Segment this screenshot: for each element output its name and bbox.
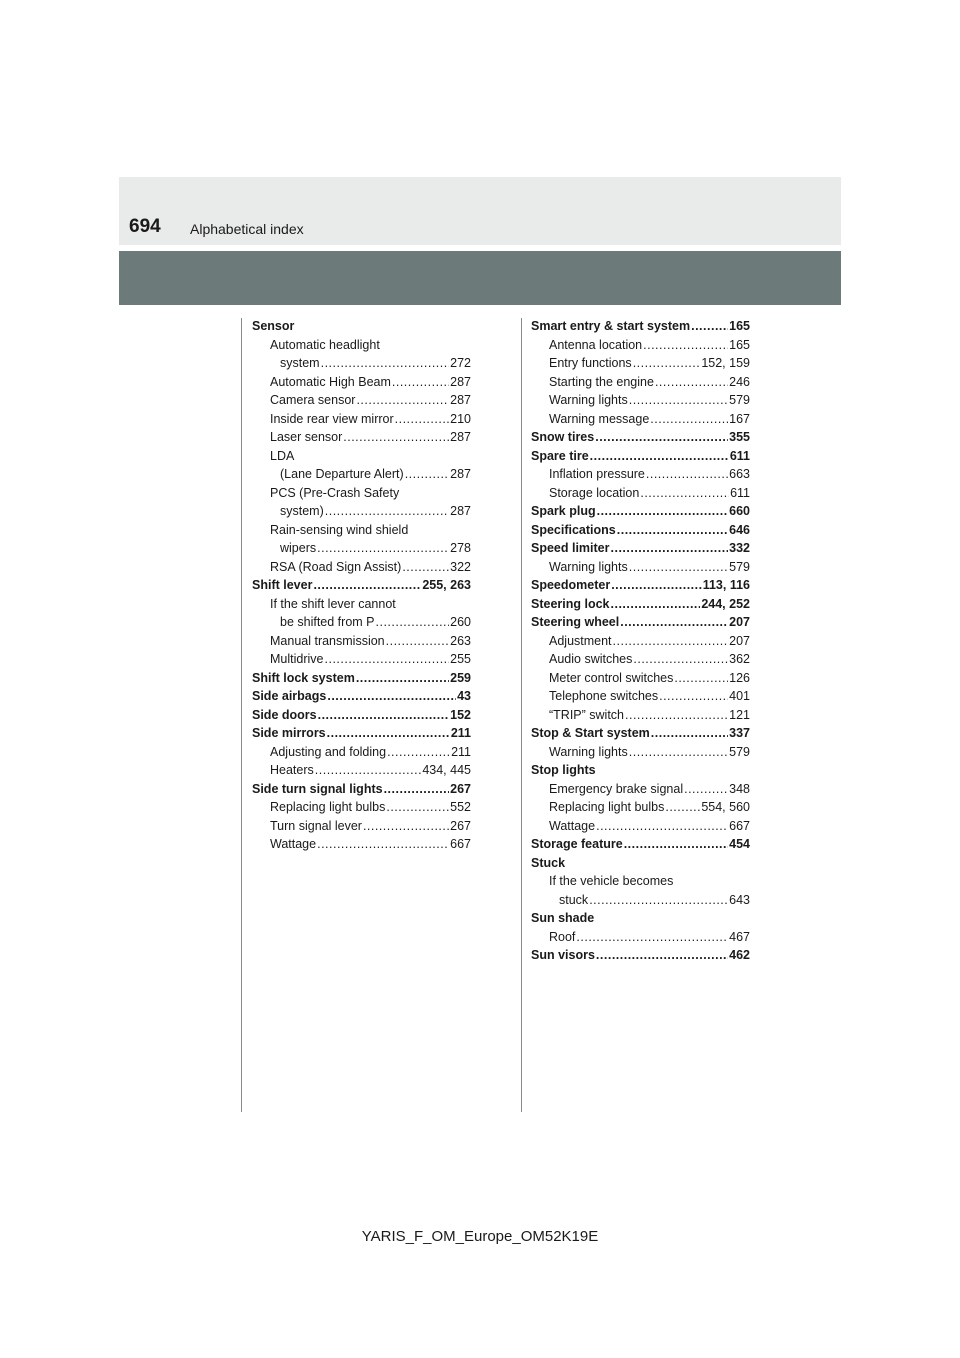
index-entry-pages: 337 [729, 726, 750, 740]
index-entry [252, 447, 471, 466]
index-entry-label: Speed limiter [531, 541, 610, 555]
dot-leader [327, 687, 456, 706]
index-entry [531, 354, 750, 373]
left-column-rule [241, 318, 242, 1112]
index-entry-pages: 462 [729, 948, 750, 962]
index-entry [252, 558, 471, 577]
index-entry-label: Automatic headlight [270, 337, 380, 352]
index-entry-pages: 332 [729, 541, 750, 555]
index-entry [252, 835, 471, 854]
dot-leader [392, 373, 449, 392]
dot-leader [590, 447, 729, 466]
index-entry-label: Speedometer [531, 578, 611, 592]
index-entry-label: Rain-sensing wind shield [270, 522, 409, 537]
index-entry-pages: 287 [450, 430, 471, 444]
dot-leader [363, 817, 449, 836]
index-entry [252, 521, 471, 540]
index-entry-pages: 663 [729, 467, 750, 481]
dot-leader [665, 798, 700, 817]
dot-leader [650, 410, 728, 429]
index-entry-pages: 260 [450, 615, 471, 629]
index-entry-label: stuck [559, 892, 589, 907]
index-entry [252, 650, 471, 669]
index-entry-label: Replacing light bulbs [549, 800, 665, 814]
dot-leader [356, 669, 449, 688]
index-entry [531, 650, 750, 669]
dot-leader [576, 928, 728, 947]
index-entry-label: Roof [549, 929, 576, 944]
dot-leader [317, 539, 449, 558]
index-entry [531, 539, 750, 558]
index-entry [531, 336, 750, 355]
index-entry-pages: 646 [729, 522, 750, 537]
index-entry-pages: 165 [729, 337, 750, 352]
index-entry [531, 317, 750, 336]
index-entry-pages: 165 [729, 319, 750, 333]
index-entry-pages: 322 [450, 559, 471, 574]
index-entry-label: Adjusting and folding [270, 744, 387, 759]
index-entry [252, 484, 471, 503]
index-entry [252, 576, 471, 595]
index-entry-pages: 579 [729, 393, 750, 407]
dot-leader [655, 373, 728, 392]
index-entry-pages: 126 [729, 670, 750, 685]
dot-leader [629, 558, 728, 577]
dot-leader [317, 835, 449, 854]
index-entry-label: system [280, 356, 320, 370]
index-entry [531, 928, 750, 947]
dot-leader [674, 669, 728, 688]
index-entry [531, 761, 750, 780]
dot-leader [356, 391, 449, 410]
index-entry-pages: 401 [729, 689, 750, 703]
index-column-left [252, 317, 471, 854]
index-entry-label: Stop lights [531, 763, 596, 777]
dot-leader [589, 891, 728, 910]
dot-leader [646, 465, 728, 484]
index-entry-pages: 362 [729, 652, 750, 666]
index-entry [252, 539, 471, 558]
dot-leader [684, 780, 728, 799]
dot-leader [386, 632, 450, 651]
index-entry [252, 336, 471, 355]
index-entry-label: Camera sensor [270, 393, 356, 407]
index-entry-label: Side turn signal lights [252, 781, 383, 796]
index-entry-label: Shift lock system [252, 670, 355, 685]
dot-leader [633, 354, 701, 373]
dot-leader [633, 650, 728, 669]
index-entry-label: Audio switches [549, 652, 633, 666]
index-entry-label: Sun visors [531, 948, 595, 962]
dot-leader [596, 946, 728, 965]
index-entry-label: Specifications [531, 522, 616, 537]
index-entry-label: Replacing light bulbs [270, 800, 386, 814]
index-entry-pages: 667 [450, 837, 471, 851]
dot-leader [402, 558, 449, 577]
dot-leader [595, 428, 728, 447]
index-entry [252, 632, 471, 651]
index-entry-pages: 259 [450, 670, 471, 685]
index-entry-pages: 267 [450, 818, 471, 833]
dot-leader [327, 724, 450, 743]
index-entry-label: Shift lever [252, 578, 313, 592]
dot-leader [315, 761, 422, 780]
index-entry [531, 632, 750, 651]
index-entry-label: Meter control switches [549, 670, 674, 685]
dot-leader [321, 354, 450, 373]
index-entry-pages: 113, 116 [702, 578, 750, 592]
index-entry-label: Adjustment [549, 633, 612, 648]
index-entry [531, 817, 750, 836]
dot-leader [659, 687, 728, 706]
index-entry [252, 391, 471, 410]
index-entry-label: If the vehicle becomes [549, 874, 674, 888]
index-entry-pages: 552 [450, 800, 471, 814]
index-entry [531, 706, 750, 725]
index-entry-label: Emergency brake signal [549, 781, 684, 796]
dot-leader [651, 724, 728, 743]
index-entry-label: Wattage [270, 837, 317, 851]
dot-leader [613, 632, 729, 651]
index-entry [531, 835, 750, 854]
dot-leader [691, 317, 728, 336]
index-entry-label: Sensor [252, 319, 295, 333]
index-entry-pages: 207 [729, 615, 750, 629]
index-entry [531, 373, 750, 392]
index-entry-label: Sun shade [531, 911, 595, 925]
index-entry-label: Laser sensor [270, 430, 343, 444]
index-entry-pages: 454 [729, 837, 750, 851]
index-entry-pages: 43 [457, 689, 471, 703]
index-entry-label: PCS (Pre-Crash Safety [270, 485, 400, 500]
index-entry-label: be shifted from P [280, 615, 375, 629]
index-entry-label: Storage location [549, 485, 640, 500]
index-entry-pages: 152, 159 [701, 356, 750, 370]
index-column-right [531, 317, 750, 965]
index-entry-label: Side airbags [252, 689, 327, 703]
index-entry [252, 465, 471, 484]
dot-leader [611, 539, 729, 558]
index-entry [531, 428, 750, 447]
index-entry [252, 613, 471, 632]
index-entry-label: Side mirrors [252, 726, 326, 740]
index-entry-pages: 579 [729, 744, 750, 759]
page-number: 694 [129, 216, 161, 237]
index-entry [531, 743, 750, 762]
index-entry-pages: 167 [729, 411, 750, 426]
dot-leader [596, 817, 728, 836]
dot-leader [611, 595, 701, 614]
index-entry-label: Antenna location [549, 337, 643, 352]
index-entry-pages: 348 [729, 781, 750, 796]
section-title: Alphabetical index [190, 221, 304, 237]
dot-leader [625, 706, 728, 725]
index-entry-label: Stuck [531, 855, 566, 870]
index-entry-label: Warning lights [549, 393, 628, 407]
dot-leader [318, 706, 450, 725]
index-entry-label: Automatic High Beam [270, 374, 391, 389]
dot-leader [405, 465, 449, 484]
dot-leader [395, 410, 450, 429]
index-entry-label: Manual transmission [270, 633, 385, 648]
index-entry [252, 780, 471, 799]
index-entry [252, 687, 471, 706]
index-entry-pages: 207 [729, 633, 750, 648]
index-entry-label: Steering lock [531, 596, 610, 611]
dot-leader [384, 780, 450, 799]
dot-leader [597, 502, 729, 521]
dot-leader [624, 835, 728, 854]
index-entry-label: Side doors [252, 707, 317, 722]
index-entry-pages: 434, 445 [422, 763, 471, 777]
index-entry-label: Steering wheel [531, 615, 620, 629]
index-entry-pages: 287 [450, 467, 471, 481]
index-entry [252, 354, 471, 373]
index-entry-label: Smart entry & start system [531, 319, 691, 333]
index-entry-label: wipers [280, 541, 317, 555]
index-entry-label: Wattage [549, 818, 596, 833]
index-entry [531, 798, 750, 817]
index-entry-pages: 287 [450, 393, 471, 407]
index-entry [252, 373, 471, 392]
index-entry [252, 410, 471, 429]
index-entry-pages: 579 [729, 559, 750, 574]
index-entry-label: If the shift lever cannot [270, 596, 396, 611]
index-entry [531, 576, 750, 595]
index-entry-label: Warning lights [549, 559, 628, 574]
index-entry [531, 521, 750, 540]
index-entry-label: Warning message [549, 411, 650, 426]
index-entry [252, 798, 471, 817]
index-entry [252, 817, 471, 836]
index-entry-label: Telephone switches [549, 689, 659, 703]
index-entry-label: (Lane Departure Alert) [280, 467, 404, 481]
index-entry-pages: 121 [729, 707, 750, 722]
index-entry-pages: 667 [729, 818, 750, 833]
index-entry [531, 909, 750, 928]
index-entry-label: Turn signal lever [270, 818, 362, 833]
index-entry-pages: 152 [450, 707, 471, 722]
index-entry [531, 724, 750, 743]
index-entry-pages: 267 [450, 781, 471, 796]
header-divider-band [119, 251, 841, 305]
index-entry [252, 669, 471, 688]
index-entry-label: Spare tire [531, 448, 589, 463]
index-entry-pages: 244, 252 [701, 596, 750, 611]
dot-leader [629, 391, 728, 410]
index-entry [531, 613, 750, 632]
index-entry [531, 872, 750, 891]
index-entry-label: Heaters [270, 763, 314, 777]
index-entry-pages: 611 [730, 485, 750, 500]
index-entry-label: Entry functions [549, 356, 632, 370]
index-entry-pages: 211 [451, 744, 471, 759]
index-entry-pages: 255, 263 [422, 578, 471, 592]
index-entry [531, 447, 750, 466]
index-entry-pages: 272 [450, 356, 471, 370]
index-entry [531, 595, 750, 614]
index-entry-label: Stop & Start system [531, 726, 650, 740]
index-entry-pages: 467 [729, 929, 750, 944]
dot-leader [611, 576, 702, 595]
index-entry [252, 706, 471, 725]
dot-leader [376, 613, 450, 632]
index-entry-label: Storage feature [531, 837, 623, 851]
dot-leader [643, 336, 728, 355]
index-entry-label: Warning lights [549, 744, 628, 759]
index-entry-label: Inside rear view mirror [270, 411, 394, 426]
index-entry-label: Spark plug [531, 504, 596, 518]
index-entry [252, 502, 471, 521]
index-entry [252, 595, 471, 614]
index-entry [531, 891, 750, 910]
index-entry [531, 391, 750, 410]
dot-leader [640, 484, 729, 503]
document-code: YARIS_F_OM_Europe_OM52K19E [361, 1228, 599, 1245]
dot-leader [617, 521, 728, 540]
index-entry-pages: 554, 560 [701, 800, 750, 814]
index-entry [531, 410, 750, 429]
index-entry-pages: 278 [450, 541, 471, 555]
index-entry-label: RSA (Road Sign Assist) [270, 559, 402, 574]
index-entry-pages: 355 [729, 430, 750, 444]
dot-leader [343, 428, 449, 447]
index-entry [531, 687, 750, 706]
dot-leader [387, 743, 450, 762]
index-entry-pages: 246 [729, 374, 750, 389]
index-entry-label: Starting the engine [549, 374, 654, 389]
index-entry-pages: 287 [450, 374, 471, 389]
index-entry [531, 669, 750, 688]
index-entry [531, 946, 750, 965]
dot-leader [620, 613, 728, 632]
index-entry [531, 558, 750, 577]
index-entry-label: LDA [270, 448, 295, 463]
index-entry [531, 854, 750, 873]
index-entry [531, 780, 750, 799]
index-entry-pages: 643 [729, 892, 750, 907]
dot-leader [313, 576, 421, 595]
index-entry-pages: 660 [729, 504, 750, 518]
index-entry-pages: 611 [729, 448, 750, 463]
index-entry [531, 502, 750, 521]
index-entry-pages: 255 [450, 652, 471, 666]
index-entry [531, 465, 750, 484]
index-entry-pages: 263 [450, 633, 471, 648]
dot-leader [629, 743, 728, 762]
index-entry [252, 724, 471, 743]
index-entry [252, 743, 471, 762]
dot-leader [386, 798, 449, 817]
index-entry [252, 317, 471, 336]
index-entry-label: system) [280, 504, 324, 518]
index-entry-pages: 287 [450, 504, 471, 518]
dot-leader [325, 650, 450, 669]
index-entry-label: Snow tires [531, 430, 595, 444]
index-entry-pages: 211 [450, 726, 471, 740]
index-entry [252, 761, 471, 780]
dot-leader [325, 502, 449, 521]
index-entry-pages: 210 [450, 411, 471, 426]
index-entry [531, 484, 750, 503]
index-entry-label: Multidrive [270, 652, 324, 666]
middle-column-rule [521, 318, 522, 1112]
index-entry [252, 428, 471, 447]
index-entry-label: “TRIP” switch [549, 707, 624, 722]
index-entry-label: Inflation pressure [549, 467, 645, 481]
